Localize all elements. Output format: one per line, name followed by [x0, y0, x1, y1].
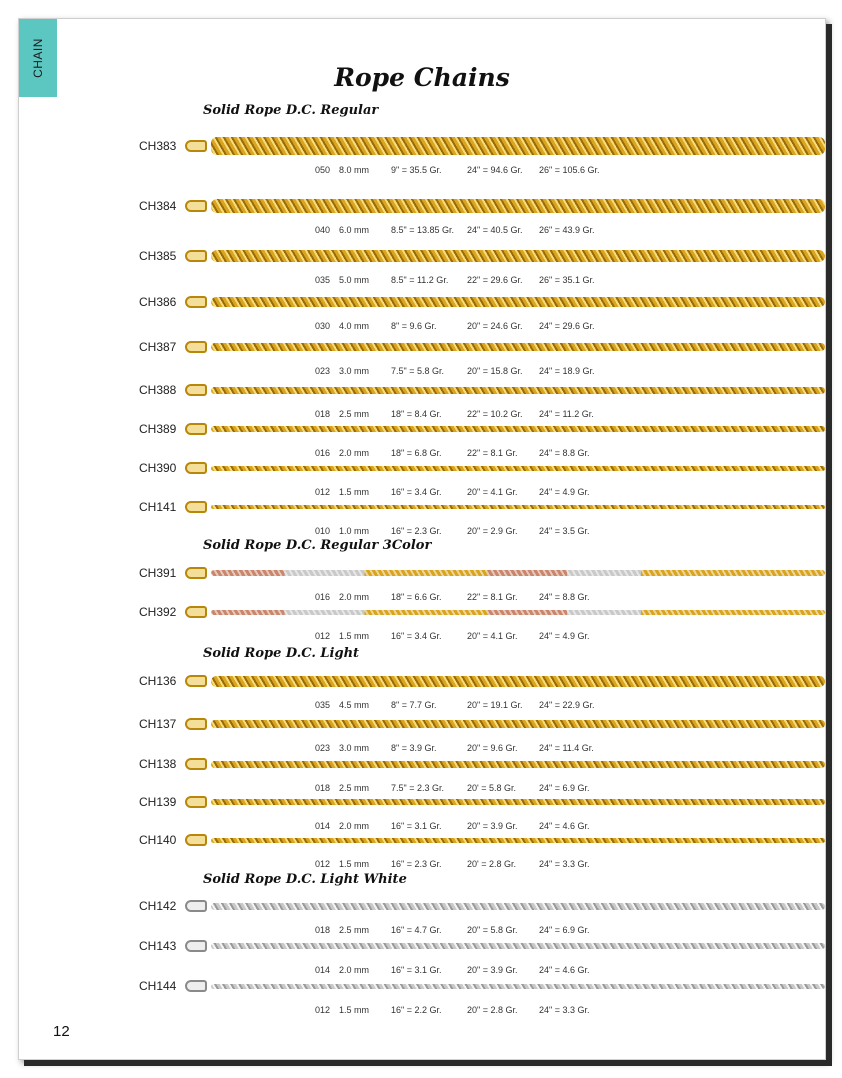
rope-chain-strand — [211, 984, 825, 989]
rope-chain-strand — [211, 297, 825, 307]
weight-spec-1: 16" = 3.1 Gr. — [391, 821, 442, 831]
style-number: 014 — [315, 821, 331, 831]
item-code: CH388 — [139, 383, 177, 397]
weight-spec-2: 20" = 3.9 Gr. — [467, 821, 518, 831]
weight-spec-2: 20" = 4.1 Gr. — [467, 631, 518, 641]
weight-spec-2: 20" = 2.9 Gr. — [467, 526, 518, 536]
chain-image — [185, 899, 825, 913]
weight-spec-3: 24" = 11.4 Gr. — [539, 743, 594, 753]
width-mm: 1.5 mm — [339, 631, 370, 641]
weight-spec-1: 7.5" = 5.8 Gr. — [391, 366, 444, 376]
item-code: CH136 — [139, 674, 177, 688]
weight-spec-2: 20" = 2.8 Gr. — [467, 1005, 518, 1015]
weight-spec-3: 24" = 6.9 Gr. — [539, 925, 590, 935]
lobster-clasp-icon — [185, 900, 207, 912]
weight-spec-2: 20" = 4.1 Gr. — [467, 487, 518, 497]
style-number: 023 — [315, 743, 331, 753]
weight-spec-1: 16" = 4.7 Gr. — [391, 925, 442, 935]
chain-row — [19, 340, 825, 380]
lobster-clasp-icon — [185, 606, 207, 618]
weight-spec-1: 7.5" = 2.3 Gr. — [391, 783, 444, 793]
weight-spec-2: 20" = 19.1 Gr. — [467, 700, 523, 710]
chain-image — [185, 422, 825, 436]
lobster-clasp-icon — [185, 834, 207, 846]
weight-spec-2: 20' = 2.8 Gr. — [467, 859, 516, 869]
chain-row — [19, 461, 825, 501]
section-heading: Solid Rope D.C. Regular 3Color — [203, 538, 432, 553]
width-mm: 2.5 mm — [339, 409, 370, 419]
weight-spec-2: 20' = 5.8 Gr. — [467, 783, 516, 793]
weight-spec-1: 8.5" = 11.2 Gr. — [391, 275, 449, 285]
chain-row — [19, 422, 825, 462]
chain-image — [185, 833, 825, 847]
chain-image — [185, 605, 825, 619]
lobster-clasp-icon — [185, 675, 207, 687]
item-code: CH137 — [139, 717, 177, 731]
item-code: CH140 — [139, 833, 177, 847]
style-number: 012 — [315, 1005, 331, 1015]
rope-chain-strand — [211, 720, 825, 728]
width-mm: 4.0 mm — [339, 321, 370, 331]
width-mm: 1.0 mm — [339, 526, 370, 536]
weight-spec-3: 26" = 105.6 Gr. — [539, 165, 600, 175]
lobster-clasp-icon — [185, 250, 207, 262]
lobster-clasp-icon — [185, 796, 207, 808]
weight-spec-2: 24" = 94.6 Gr. — [467, 165, 523, 175]
style-number: 014 — [315, 965, 331, 975]
rope-chain-strand — [211, 387, 825, 394]
rope-chain-strand — [211, 570, 825, 576]
width-mm: 1.5 mm — [339, 859, 370, 869]
weight-spec-2: 20" = 15.8 Gr. — [467, 366, 523, 376]
rope-chain-strand — [211, 838, 825, 843]
weight-spec-3: 24" = 18.9 Gr. — [539, 366, 595, 376]
chain-row — [19, 899, 825, 939]
rope-chain-strand — [211, 505, 825, 509]
weight-spec-1: 8" = 3.9 Gr. — [391, 743, 437, 753]
weight-spec-1: 8" = 7.7 Gr. — [391, 700, 437, 710]
item-code: CH386 — [139, 295, 177, 309]
width-mm: 3.0 mm — [339, 743, 370, 753]
weight-spec-3: 24" = 11.2 Gr. — [539, 409, 594, 419]
chain-image — [185, 461, 825, 475]
weight-spec-2: 22" = 10.2 Gr. — [467, 409, 523, 419]
style-number: 018 — [315, 409, 331, 419]
chain-row — [19, 833, 825, 873]
style-number: 035 — [315, 700, 331, 710]
width-mm: 6.0 mm — [339, 225, 370, 235]
lobster-clasp-icon — [185, 296, 207, 308]
chain-row — [19, 757, 825, 797]
item-code: CH384 — [139, 199, 177, 213]
lobster-clasp-icon — [185, 501, 207, 513]
style-number: 012 — [315, 631, 331, 641]
chain-image — [185, 139, 825, 153]
item-code: CH142 — [139, 899, 177, 913]
lobster-clasp-icon — [185, 423, 207, 435]
chain-row — [19, 383, 825, 423]
chain-row — [19, 566, 825, 606]
weight-spec-1: 16" = 3.4 Gr. — [391, 631, 442, 641]
weight-spec-3: 24" = 3.3 Gr. — [539, 859, 590, 869]
weight-spec-1: 16" = 2.3 Gr. — [391, 526, 442, 536]
weight-spec-1: 16" = 2.2 Gr. — [391, 1005, 442, 1015]
weight-spec-1: 8.5" = 13.85 Gr. — [391, 225, 454, 235]
style-number: 040 — [315, 225, 331, 235]
lobster-clasp-icon — [185, 567, 207, 579]
weight-spec-1: 16" = 2.3 Gr. — [391, 859, 442, 869]
width-mm: 5.0 mm — [339, 275, 370, 285]
catalog-page — [18, 18, 826, 1060]
style-number: 023 — [315, 366, 331, 376]
rope-chain-strand — [211, 676, 825, 687]
weight-spec-1: 9" = 35.5 Gr. — [391, 165, 442, 175]
lobster-clasp-icon — [185, 341, 207, 353]
width-mm: 8.0 mm — [339, 165, 370, 175]
style-number: 016 — [315, 592, 331, 602]
rope-chain-strand — [211, 137, 825, 155]
lobster-clasp-icon — [185, 980, 207, 992]
weight-spec-1: 8" = 9.6 Gr. — [391, 321, 437, 331]
page-number: 12 — [53, 1023, 70, 1040]
item-code: CH391 — [139, 566, 177, 580]
weight-spec-1: 18" = 6.6 Gr. — [391, 592, 442, 602]
section-tab-label: CHAIN — [31, 38, 45, 78]
width-mm: 1.5 mm — [339, 1005, 370, 1015]
chain-row — [19, 199, 825, 239]
style-number: 010 — [315, 526, 331, 536]
weight-spec-1: 16" = 3.1 Gr. — [391, 965, 442, 975]
chain-image — [185, 939, 825, 953]
style-number: 016 — [315, 448, 331, 458]
width-mm: 3.0 mm — [339, 366, 370, 376]
width-mm: 2.0 mm — [339, 592, 370, 602]
chain-image — [185, 795, 825, 809]
weight-spec-3: 24" = 3.5 Gr. — [539, 526, 590, 536]
width-mm: 2.5 mm — [339, 783, 370, 793]
weight-spec-1: 18" = 6.8 Gr. — [391, 448, 442, 458]
style-number: 030 — [315, 321, 331, 331]
weight-spec-1: 16" = 3.4 Gr. — [391, 487, 442, 497]
chain-row — [19, 717, 825, 757]
weight-spec-2: 20" = 9.6 Gr. — [467, 743, 518, 753]
weight-spec-3: 26" = 35.1 Gr. — [539, 275, 595, 285]
weight-spec-3: 24" = 4.9 Gr. — [539, 487, 590, 497]
chain-row — [19, 500, 825, 540]
item-code: CH144 — [139, 979, 177, 993]
page-title: Rope Chains — [334, 63, 510, 92]
style-number: 018 — [315, 925, 331, 935]
chain-image — [185, 674, 825, 688]
weight-spec-3: 24" = 29.6 Gr. — [539, 321, 595, 331]
weight-spec-3: 24" = 4.6 Gr. — [539, 821, 590, 831]
weight-spec-2: 22" = 29.6 Gr. — [467, 275, 523, 285]
lobster-clasp-icon — [185, 758, 207, 770]
lobster-clasp-icon — [185, 718, 207, 730]
weight-spec-1: 18" = 8.4 Gr. — [391, 409, 442, 419]
item-code: CH141 — [139, 500, 177, 514]
width-mm: 4.5 mm — [339, 700, 370, 710]
section-heading: Solid Rope D.C. Light — [203, 646, 360, 661]
chain-row — [19, 139, 825, 179]
chain-image — [185, 500, 825, 514]
weight-spec-3: 24" = 8.8 Gr. — [539, 448, 590, 458]
chain-row — [19, 795, 825, 835]
width-mm: 2.0 mm — [339, 965, 370, 975]
chain-image — [185, 249, 825, 263]
weight-spec-2: 20" = 24.6 Gr. — [467, 321, 523, 331]
style-number: 018 — [315, 783, 331, 793]
width-mm: 2.0 mm — [339, 821, 370, 831]
weight-spec-3: 24" = 4.6 Gr. — [539, 965, 590, 975]
width-mm: 2.0 mm — [339, 448, 370, 458]
item-code: CH139 — [139, 795, 177, 809]
weight-spec-3: 24" = 22.9 Gr. — [539, 700, 595, 710]
item-code: CH387 — [139, 340, 177, 354]
rope-chain-strand — [211, 943, 825, 949]
rope-chain-strand — [211, 903, 825, 910]
width-mm: 1.5 mm — [339, 487, 370, 497]
rope-chain-strand — [211, 799, 825, 805]
chain-image — [185, 199, 825, 213]
item-code: CH389 — [139, 422, 177, 436]
lobster-clasp-icon — [185, 140, 207, 152]
weight-spec-3: 24" = 6.9 Gr. — [539, 783, 590, 793]
weight-spec-2: 22" = 8.1 Gr. — [467, 448, 518, 458]
weight-spec-2: 24" = 40.5 Gr. — [467, 225, 523, 235]
chain-image — [185, 566, 825, 580]
style-number: 012 — [315, 487, 331, 497]
weight-spec-3: 24" = 4.9 Gr. — [539, 631, 590, 641]
chain-row — [19, 979, 825, 1019]
rope-chain-strand — [211, 250, 825, 262]
width-mm: 2.5 mm — [339, 925, 370, 935]
chain-row — [19, 295, 825, 335]
chain-image — [185, 340, 825, 354]
item-code: CH138 — [139, 757, 177, 771]
chain-row — [19, 939, 825, 979]
chain-row — [19, 249, 825, 289]
weight-spec-2: 20" = 5.8 Gr. — [467, 925, 518, 935]
style-number: 050 — [315, 165, 331, 175]
chain-image — [185, 757, 825, 771]
section-heading: Solid Rope D.C. Light White — [203, 872, 407, 887]
item-code: CH390 — [139, 461, 177, 475]
section-heading: Solid Rope D.C. Regular — [203, 103, 379, 118]
lobster-clasp-icon — [185, 462, 207, 474]
chain-image — [185, 295, 825, 309]
chain-image — [185, 979, 825, 993]
style-number: 035 — [315, 275, 331, 285]
rope-chain-strand — [211, 426, 825, 432]
weight-spec-2: 20" = 3.9 Gr. — [467, 965, 518, 975]
rope-chain-strand — [211, 466, 825, 471]
lobster-clasp-icon — [185, 384, 207, 396]
item-code: CH383 — [139, 139, 177, 153]
weight-spec-3: 24" = 8.8 Gr. — [539, 592, 590, 602]
weight-spec-3: 26" = 43.9 Gr. — [539, 225, 595, 235]
chain-row — [19, 674, 825, 714]
style-number: 012 — [315, 859, 331, 869]
chain-image — [185, 383, 825, 397]
item-code: CH143 — [139, 939, 177, 953]
rope-chain-strand — [211, 199, 825, 213]
chain-image — [185, 717, 825, 731]
item-code: CH385 — [139, 249, 177, 263]
rope-chain-strand — [211, 610, 825, 615]
item-code: CH392 — [139, 605, 177, 619]
lobster-clasp-icon — [185, 200, 207, 212]
rope-chain-strand — [211, 761, 825, 768]
chain-row — [19, 605, 825, 645]
lobster-clasp-icon — [185, 940, 207, 952]
rope-chain-strand — [211, 343, 825, 351]
weight-spec-2: 22" = 8.1 Gr. — [467, 592, 518, 602]
weight-spec-3: 24" = 3.3 Gr. — [539, 1005, 590, 1015]
